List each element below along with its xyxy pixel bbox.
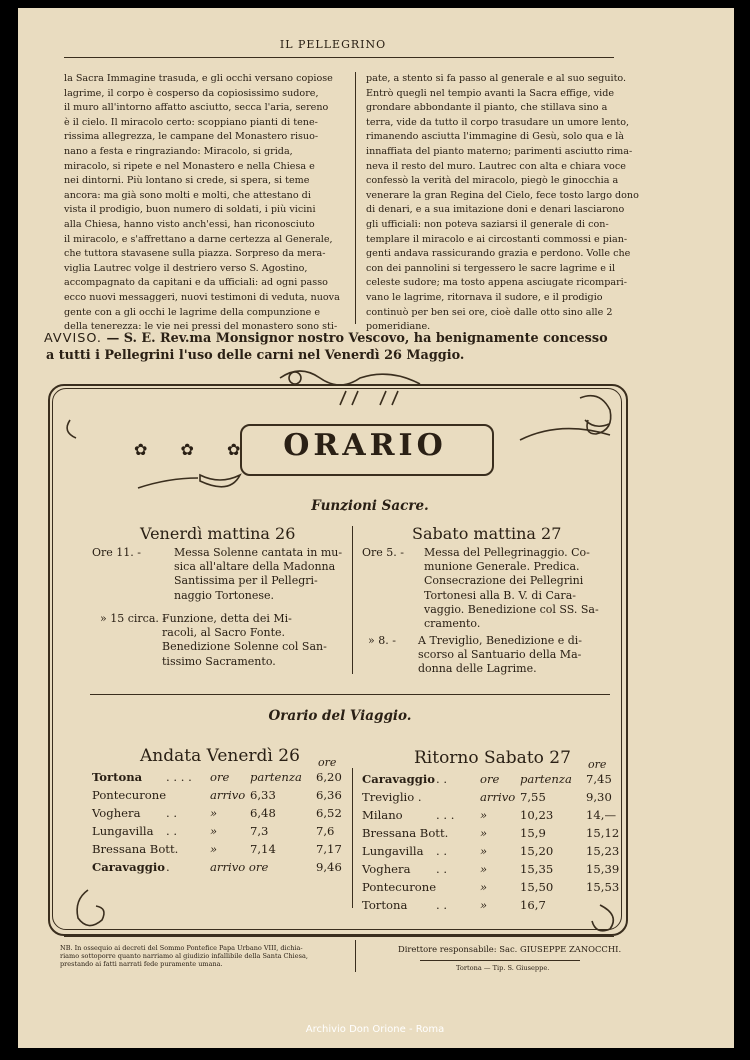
ritorno-cell-place: Lungavilla <box>362 844 424 858</box>
ritorno-cell-b: 10,23 <box>520 808 554 822</box>
functions-heading: Funzioni Sacre. <box>311 498 429 514</box>
travel-heading: Orario del Viaggio. <box>268 708 412 724</box>
andata-cell-dots: . . <box>166 806 178 820</box>
article-right-line: continuò per ben sei ore, cioè dalle otto sino alle 2 <box>366 306 613 318</box>
andata-row <box>92 788 348 806</box>
andata-cell-b: 7,14 <box>250 842 276 856</box>
archive-caption: Archivio Don Orione - Roma <box>305 1024 445 1035</box>
article-left-line: nei dintorni. Più lontano si crede, si spera, si teme <box>64 175 310 187</box>
andata-cell-dots: . <box>166 860 170 874</box>
functions-divider <box>352 526 353 674</box>
andata-cell-c: 7,6 <box>316 824 335 838</box>
friday-heading: Venerdì mattina 26 <box>140 524 296 543</box>
saturday-heading: Sabato mattina 27 <box>412 524 562 543</box>
friday-entry-2-line: Funzione, detta dei Mi- <box>162 612 292 625</box>
ritorno-cell-b: 15,9 <box>520 826 546 840</box>
saturday-entry-1-line: Messa del Pellegrinaggio. Co- <box>424 546 590 559</box>
ritorno-cell-c: 15,53 <box>586 880 620 894</box>
saturday-entry-1-line: vaggio. Benedizione col SS. Sa- <box>424 602 599 616</box>
friday-entry-2-line: racoli, al Sacro Fonte. <box>162 626 285 640</box>
ritorno-cell-b: 16,7 <box>520 898 546 912</box>
article-left-line: ecco nuovi messaggeri, nuovi testimoni di veduta, nuova <box>64 291 340 303</box>
ritorno-cell-a: » <box>480 844 488 858</box>
andata-cell-c: 7,17 <box>316 842 342 856</box>
ritorno-table <box>362 772 618 916</box>
article-left-line: gente con a gli occhi le lagrime della compunzione e <box>64 306 321 318</box>
saturday-entry-2-line: scorso al Santuario della Ma- <box>418 648 582 662</box>
friday-entry-2-line: Benedizione Solenne col San- <box>162 640 327 654</box>
andata-row <box>92 806 348 824</box>
andata-cell-place: Pontecurone <box>92 788 167 802</box>
ritorno-row <box>362 898 618 916</box>
andata-row <box>92 770 348 788</box>
andata-cell-a: » <box>210 842 218 856</box>
article-right-line: gli ufficiali: non poteva saziarsi il generale di con- <box>366 218 609 230</box>
ritorno-cell-c: 15,23 <box>586 844 620 858</box>
andata-cell-a: arrivo ore <box>210 860 269 874</box>
ritorno-cell-a: » <box>480 880 488 894</box>
andata-row <box>92 860 348 878</box>
ritorno-cell-dots: . . <box>436 844 448 858</box>
andata-cell-place: Voghera <box>92 806 141 820</box>
saturday-entry-1-line: Consecrazione dei Pellegrini <box>424 574 584 588</box>
ritorno-cell-c: 7,45 <box>586 772 612 786</box>
article-left-line: accompagnato da capitani e da ufficiali: ad ogni passo <box>64 277 328 289</box>
travel-divider <box>352 768 353 908</box>
nb-note <box>60 944 350 969</box>
article-right-line: neva il resto del muro. Lautrec con alta e chiara voce <box>366 160 626 172</box>
notice-line-1: — S. E. Rev.ma Monsignor nostro Vescovo, ha benignamente concesso <box>106 331 608 346</box>
ritorno-cell-a: ore <box>480 772 500 786</box>
director-rule <box>420 960 580 961</box>
article-left-line: il muro all'intorno affatto asciutto, secca l'aria, sereno <box>64 102 329 114</box>
director-line: Direttore responsabile: Sac. GIUSEPPE ZANOCCHI. <box>398 944 622 954</box>
ritorno-cell-b: 15,50 <box>520 880 554 894</box>
andata-cell-dots: . . . . <box>166 770 192 784</box>
section-rule <box>90 694 610 695</box>
friday-entry-1 <box>92 546 347 606</box>
article-left-line: alla Chiesa, hanno visto anch'essi, han riconosciuto <box>64 218 315 230</box>
saturday-entry-2-line: donna delle Lagrime. <box>418 662 537 676</box>
andata-cell-place: Tortona <box>92 770 143 784</box>
saturday-entry-2 <box>368 634 622 680</box>
ritorno-cell-place: Caravaggio <box>362 772 435 786</box>
article-left-line: rissima allegrezza, le campane del Monastero risuo- <box>64 131 319 143</box>
ritorno-cell-c: 15,12 <box>586 826 620 840</box>
ritorno-cell-place: Bressana Bott. <box>362 826 449 840</box>
ritorno-cell-b: partenza <box>520 772 572 786</box>
ritorno-cell-dots: . . . <box>436 808 455 822</box>
ritorno-row <box>362 826 618 844</box>
ritorno-row <box>362 844 618 862</box>
saturday-entry-1-time: Ore 5. - <box>362 546 404 559</box>
friday-entry-2-line: tissimo Sacramento. <box>162 654 276 668</box>
ritorno-cell-c: 14,— <box>586 808 617 822</box>
andata-cell-b: 7,3 <box>250 824 269 838</box>
nb-note-line: riamo sottoporre quanto narriamo al giudizio infallibile della Santa Chiesa, <box>60 952 308 961</box>
notice-label: AVVISO. <box>44 331 102 346</box>
andata-cell-a: » <box>210 806 218 820</box>
ritorno-heading: Ritorno Sabato 27 <box>414 748 571 768</box>
andata-table <box>92 770 348 878</box>
ritorno-cell-place: Tortona <box>362 898 408 912</box>
friday-entry-2-text <box>162 612 346 669</box>
andata-cell-c: 6,36 <box>316 788 342 802</box>
article-left-line: miracolo, si ripete e nel Monastero e nella Chiesa e <box>64 160 315 172</box>
andata-row <box>92 842 348 860</box>
ritorno-cell-dots: . . <box>436 898 448 912</box>
notice-line-2: a tutti i Pellegrini l'uso delle carni nel Venerdì 26 Maggio. <box>46 348 465 363</box>
friday-entry-1-line: naggio Tortonese. <box>174 588 275 602</box>
article-right-line: rimanendo asciutta l'immagine di Gesù, solo qua e là <box>366 131 625 143</box>
article-left-line: il miracolo, e s'affrettano a darne certezza al Generale, <box>64 233 333 245</box>
saturday-entry-1-line: munione Generale. Predica. <box>424 560 580 574</box>
ritorno-cell-dots: . . <box>436 862 448 876</box>
andata-heading: Andata Venerdì 26 <box>140 746 300 766</box>
article-left-line: ancora: ma già sono molti e molti, che attestano di <box>64 189 311 201</box>
article-right-line: genti andava rassicurando grazia e perdono. Volle che <box>366 248 631 260</box>
andata-cell-b: partenza <box>250 770 302 784</box>
article-right-line: pomeridiane. <box>366 321 431 333</box>
article-right-line: celeste sudore; ma tosto appena asciugate ricompari- <box>366 277 627 289</box>
ritorno-cell-a: » <box>480 808 488 822</box>
article-left-line: nano a festa e ringraziando: Miracolo, si grida, <box>64 145 293 157</box>
ritorno-cell-place: Milano <box>362 808 403 822</box>
andata-cell-place: Caravaggio <box>92 860 165 874</box>
article-right-line: grondare abbondante il pianto, che stillava sino a <box>366 102 608 114</box>
saturday-entry-2-text <box>418 634 618 677</box>
andata-cell-a: » <box>210 824 218 838</box>
ritorno-cell-a: » <box>480 826 488 840</box>
ritorno-row <box>362 790 618 808</box>
saturday-entry-2-line: A Treviglio, Benedizione e di- <box>418 634 583 647</box>
saturday-entry-1 <box>362 546 622 636</box>
article-left-line: della tenerezza: le vie nei pressi del monastero sono sti- <box>64 321 338 333</box>
ritorno-cell-place: Pontecurone <box>362 880 437 894</box>
bottom-rule <box>64 936 614 937</box>
friday-entry-2 <box>100 612 348 672</box>
andata-cell-a: arrivo <box>210 788 246 802</box>
andata-cell-dots: . . <box>166 824 178 838</box>
ritorno-cell-dots: . . <box>436 772 448 786</box>
ritorno-cell-b: 7,55 <box>520 790 546 804</box>
article-left-line: lagrime, il corpo è cosperso da copiosissimo sudore, <box>64 87 319 99</box>
article-right-line: con dei pannolini si tergessero le sacre lagrime e il <box>366 262 616 274</box>
ritorno-cell-place: Voghera <box>362 862 411 876</box>
friday-entry-1-text <box>174 546 346 603</box>
ritorno-row <box>362 808 618 826</box>
friday-entry-2-time: » 15 circa. - <box>100 612 167 625</box>
ritorno-cell-a: » <box>480 862 488 876</box>
article-left-line: vista il prodigio, buon numero di soldati, i più vicini <box>64 204 316 216</box>
andata-cell-b: 6,33 <box>250 788 276 802</box>
ritorno-cell-b: 15,35 <box>520 862 554 876</box>
andata-cell-place: Lungavilla <box>92 824 154 838</box>
saturday-entry-2-time: » 8. - <box>368 634 396 647</box>
article-left-line: che tuttora stavasene sulla piazza. Sorpreso da mera- <box>64 248 326 260</box>
andata-cell-a: ore <box>210 770 230 784</box>
ritorno-ore: ore <box>588 758 607 771</box>
andata-cell-c: 6,52 <box>316 806 342 820</box>
andata-cell-place: Bressana Bott. <box>92 842 179 856</box>
article-right-line: vano le lagrime, ritornava il sudore, e il prodigio <box>366 291 603 303</box>
ritorno-row <box>362 772 618 790</box>
andata-cell-c: 6,20 <box>316 770 342 784</box>
ritorno-cell-a: arrivo <box>480 790 516 804</box>
article-right-line: Entrò quegli nel tempio avanti la Sacra effige, vide <box>366 87 615 99</box>
andata-cell-c: 9,46 <box>316 860 342 874</box>
friday-entry-1-line: Messa Solenne cantata in mu- <box>174 546 343 559</box>
andata-ore: ore <box>318 756 337 769</box>
orario-title: ORARIO <box>283 428 447 463</box>
article-right-line: venerare la gran Regina del Cielo, fece tosto largo dono <box>366 189 639 201</box>
article-right-line: di denari, e a sua imitazione doni e denari lasciarono <box>366 204 625 216</box>
article-left-line: viglia Lautrec volge il destriero verso S. Agostino, <box>64 262 308 274</box>
article-right-line: templare il miracolo e ai circostanti commossi e pian- <box>366 233 628 245</box>
ritorno-cell-c: 15,39 <box>586 862 620 876</box>
article-left-line: è il cielo. Il miracolo certo: scoppiano pianti di tene- <box>64 116 318 128</box>
nb-note-line: NB. In ossequio ai decreti del Sommo Pontefice Papa Urbano VIII, dichia- <box>60 944 303 952</box>
ritorno-row <box>362 862 618 880</box>
ritorno-cell-place: Treviglio . <box>362 790 422 804</box>
nb-note-line: prestando ai fatti narrati fede puramente umana. <box>60 960 223 969</box>
andata-row <box>92 824 348 842</box>
article-right-line: terra, vide da tutto il corpo trasudare un umore lento, <box>366 116 630 128</box>
ritorno-cell-c: 9,30 <box>586 790 612 804</box>
bottom-divider <box>355 940 356 972</box>
article-left-line: la Sacra Immagine trasuda, e gli occhi versano copiose <box>64 73 333 84</box>
saturday-entry-1-text <box>424 546 614 631</box>
friday-entry-1-time: Ore 11. - <box>92 546 141 559</box>
flower-ornament-icon: ✿ ✿ ✿ <box>134 440 255 459</box>
ritorno-row <box>362 880 618 898</box>
ritorno-cell-a: » <box>480 898 488 912</box>
article-right-line: innaffiata del pianto materno; parimenti asciutto rima- <box>366 145 633 157</box>
saturday-entry-1-line: cramento. <box>424 617 481 631</box>
article-right-line: pate, a stento si fa passo al generale e al suo seguito. <box>366 73 627 84</box>
saturday-entry-1-line: Tortonesi alla B. V. di Cara- <box>424 588 576 602</box>
running-header: IL PELLEGRINO <box>279 38 387 51</box>
friday-entry-1-line: sica all'altare della Madonna <box>174 560 336 574</box>
friday-entry-1-line: Santissima per il Pellegri- <box>174 574 318 588</box>
printer-line: Tortona — Tip. S. Giuseppe. <box>456 964 550 972</box>
andata-cell-b: 6,48 <box>250 806 276 820</box>
article-right-line: confessò la verità del miracolo, piegò le ginocchia a <box>366 175 619 187</box>
ritorno-cell-b: 15,20 <box>520 844 554 858</box>
